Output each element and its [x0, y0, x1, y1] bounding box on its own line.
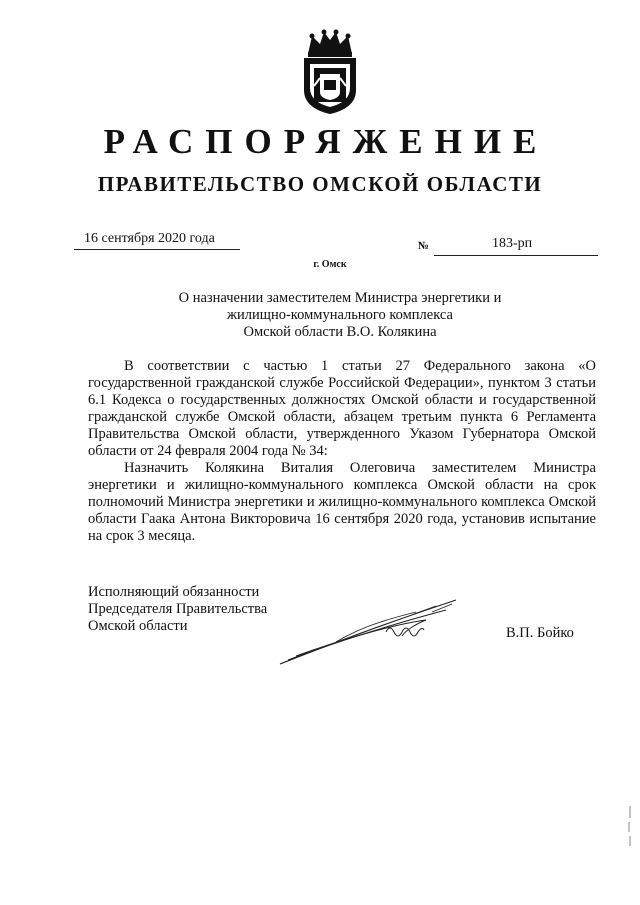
body-paragraph: Назначить Колякина Виталия Олеговича заместителем Министра энергетики и жилищно-коммунального комплекса Омской области на срок полномочий Министра энергетики и жилищно-коммунального комплекса Омской области Гаака Антона Викторовича 16 сентября 2020 года, установив испытание на срок 3 месяца.	[88, 460, 596, 544]
signer-name: В.П. Бойко	[506, 625, 574, 641]
title-line: Омской области В.О. Колякина	[243, 324, 437, 340]
organization-name: ПРАВИТЕЛЬСТВО ОМСКОЙ ОБЛАСТИ	[97, 172, 543, 196]
document-type-heading: РАСПОРЯЖЕНИЕ	[103, 122, 549, 161]
margin-mark	[626, 806, 634, 846]
title-line: О назначении заместителем Министра энергетики и	[178, 290, 502, 306]
title-line: жилищно-коммунального комплекса	[227, 307, 453, 323]
signer-position-line: Омской области	[88, 618, 188, 634]
document-date: 16 сентября 2020 года	[84, 231, 215, 246]
signer-position	[88, 584, 267, 635]
city: г. Омск	[313, 259, 347, 270]
signer-position-line: Председателя Правительства	[88, 601, 268, 617]
document-number: 183-рп	[492, 236, 533, 251]
number-label: №	[418, 240, 430, 252]
document-title	[150, 290, 530, 341]
handwritten-signature-icon	[276, 590, 476, 668]
body-paragraph: В соответствии с частью 1 статьи 27 Федерального закона «О государственной гражданской службе Российской Федерации», пунктом 3 статьи 6.1 Кодекса о государственных должностях Омской области и государственной гражданской службе Омской области, абзацем третьим пункта 6 Регламента Правительства Омской области, утвержденного Указом Губернатора Омской области от 24 февраля 2004 года № 34:	[88, 358, 596, 459]
signer-position-line: Исполняющий обязанности	[88, 584, 260, 600]
omsk-coat-of-arms-icon	[298, 28, 362, 116]
